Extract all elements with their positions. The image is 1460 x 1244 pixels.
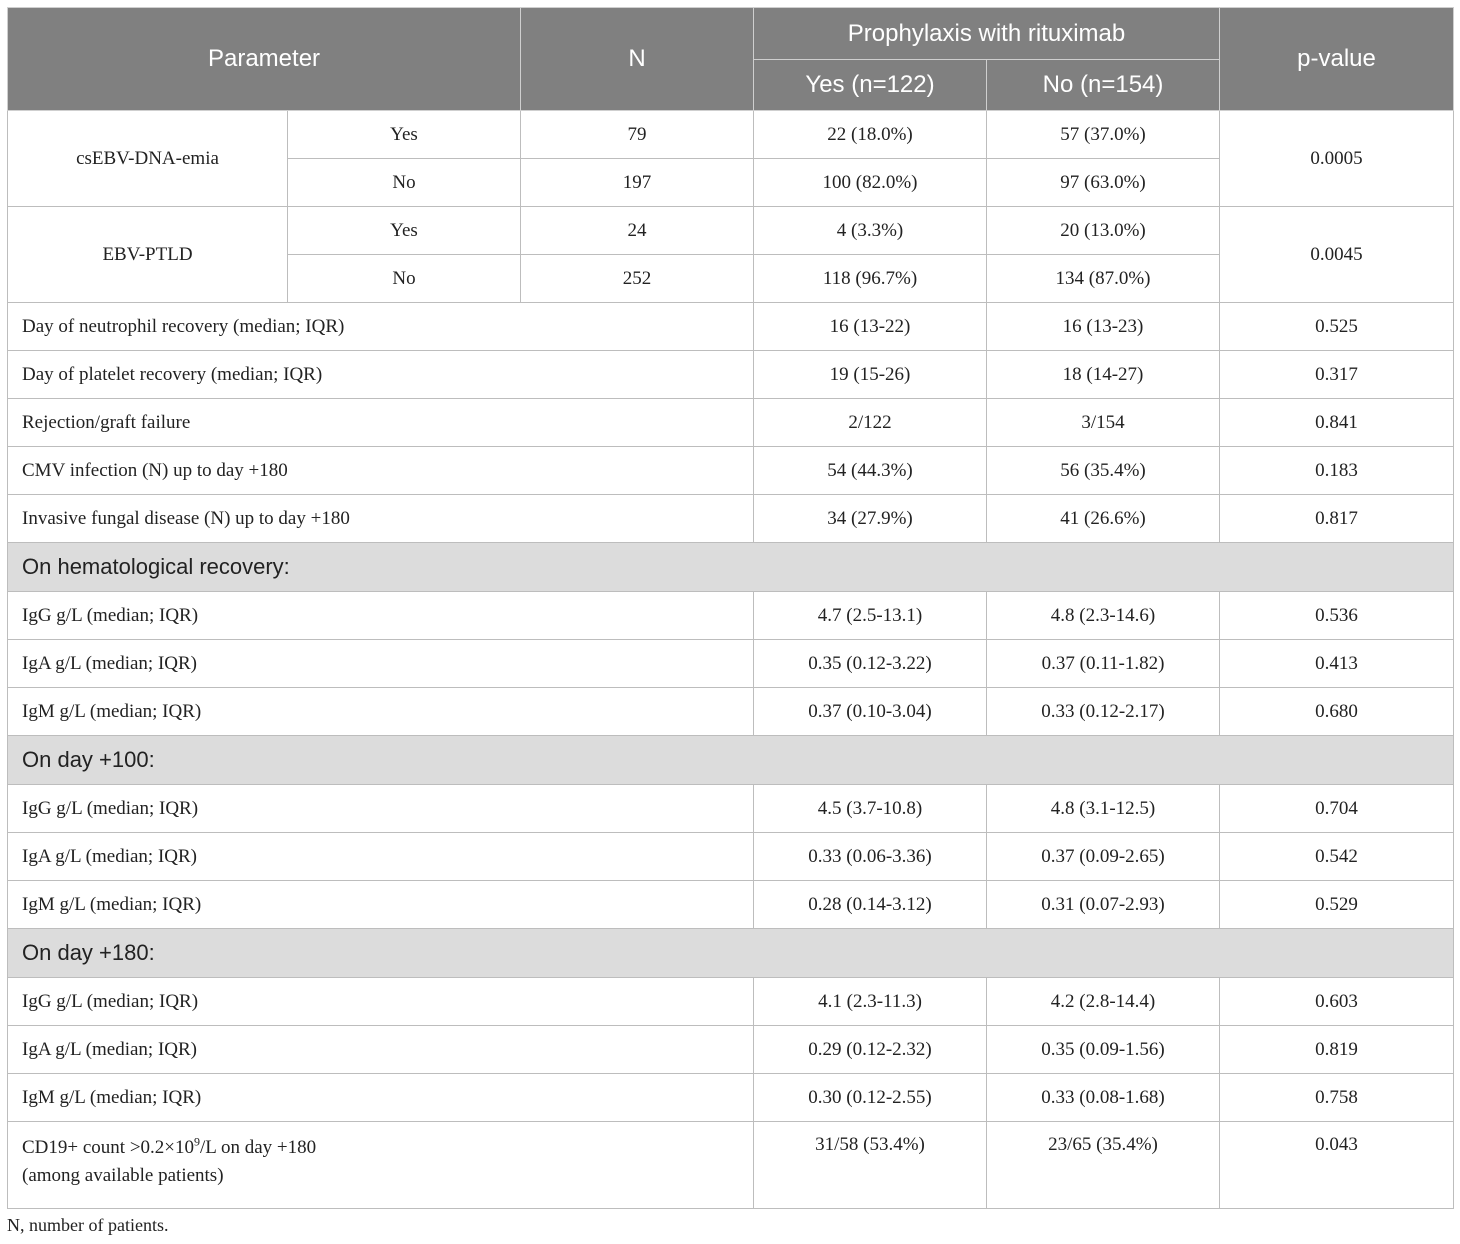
row-label: IgA g/L (median; IQR) — [8, 640, 754, 688]
cell-pvalue: 0.817 — [1220, 495, 1454, 543]
table-row — [8, 1074, 1454, 1122]
results-table — [7, 7, 1454, 1209]
row-label: IgG g/L (median; IQR) — [8, 592, 754, 640]
cell-n: 197 — [521, 159, 754, 207]
row-sublabel: No — [288, 159, 521, 207]
row-label: Rejection/graft failure — [8, 399, 754, 447]
cell-pvalue: 0.536 — [1220, 592, 1454, 640]
cell-pvalue: 0.603 — [1220, 978, 1454, 1026]
cell-no: 41 (26.6%) — [987, 495, 1220, 543]
cell-pvalue: 0.043 — [1220, 1122, 1454, 1209]
table-row — [8, 303, 1454, 351]
cell-pvalue: 0.841 — [1220, 399, 1454, 447]
table-row — [8, 111, 1454, 159]
table-row — [8, 495, 1454, 543]
header-n: N — [521, 8, 754, 111]
table-row — [8, 1122, 1454, 1209]
cell-no: 0.35 (0.09-1.56) — [987, 1026, 1220, 1074]
cell-yes: 4.1 (2.3-11.3) — [754, 978, 987, 1026]
row-label: IgM g/L (median; IQR) — [8, 881, 754, 929]
row-label: Invasive fungal disease (N) up to day +180 — [8, 495, 754, 543]
row-label: IgA g/L (median; IQR) — [8, 833, 754, 881]
section-header-row — [8, 543, 1454, 592]
cell-no: 134 (87.0%) — [987, 255, 1220, 303]
cell-no: 18 (14-27) — [987, 351, 1220, 399]
cd19-label-pre: CD19+ count >0.2×10 — [22, 1137, 195, 1158]
cell-pvalue: 0.819 — [1220, 1026, 1454, 1074]
table-row — [8, 640, 1454, 688]
cell-yes: 0.29 (0.12-2.32) — [754, 1026, 987, 1074]
cell-pvalue: 0.758 — [1220, 1074, 1454, 1122]
table-row — [8, 207, 1454, 255]
cell-no: 0.33 (0.12-2.17) — [987, 688, 1220, 736]
cell-no: 56 (35.4%) — [987, 447, 1220, 495]
cell-pvalue: 0.0045 — [1220, 207, 1454, 303]
cell-no: 0.31 (0.07-2.93) — [987, 881, 1220, 929]
cell-yes: 31/58 (53.4%) — [754, 1122, 987, 1209]
row-label: Day of neutrophil recovery (median; IQR) — [8, 303, 754, 351]
cell-yes: 4 (3.3%) — [754, 207, 987, 255]
row-label-cd19 — [8, 1122, 754, 1209]
cell-no: 0.37 (0.09-2.65) — [987, 833, 1220, 881]
cell-yes: 19 (15-26) — [754, 351, 987, 399]
cell-no: 4.8 (3.1-12.5) — [987, 785, 1220, 833]
cell-yes: 118 (96.7%) — [754, 255, 987, 303]
table-row — [8, 978, 1454, 1026]
cell-no: 3/154 — [987, 399, 1220, 447]
cell-yes: 0.33 (0.06-3.36) — [754, 833, 987, 881]
section-header-row — [8, 736, 1454, 785]
cell-yes: 100 (82.0%) — [754, 159, 987, 207]
row-sublabel: Yes — [288, 111, 521, 159]
header-prophylaxis: Prophylaxis with rituximab — [754, 8, 1220, 60]
cell-pvalue: 0.542 — [1220, 833, 1454, 881]
section-header-row — [8, 929, 1454, 978]
cell-no: 4.2 (2.8-14.4) — [987, 978, 1220, 1026]
row-label: csEBV-DNA-emia — [8, 111, 288, 207]
row-label: IgG g/L (median; IQR) — [8, 978, 754, 1026]
cell-pvalue: 0.529 — [1220, 881, 1454, 929]
cd19-label-post: /L on day +180 — [200, 1137, 317, 1158]
cell-yes: 22 (18.0%) — [754, 111, 987, 159]
section-title: On hematological recovery: — [8, 543, 1454, 592]
header-no: No (n=154) — [987, 60, 1220, 111]
row-label: IgM g/L (median; IQR) — [8, 688, 754, 736]
table-row — [8, 399, 1454, 447]
cell-no: 57 (37.0%) — [987, 111, 1220, 159]
table-footnote: N, number of patients. — [7, 1215, 169, 1235]
cell-n: 252 — [521, 255, 754, 303]
section-title: On day +180: — [8, 929, 1454, 978]
cell-yes: 34 (27.9%) — [754, 495, 987, 543]
cell-n: 79 — [521, 111, 754, 159]
cell-no: 0.37 (0.11-1.82) — [987, 640, 1220, 688]
cell-yes: 0.35 (0.12-3.22) — [754, 640, 987, 688]
row-label: IgG g/L (median; IQR) — [8, 785, 754, 833]
row-label: CMV infection (N) up to day +180 — [8, 447, 754, 495]
row-label: Day of platelet recovery (median; IQR) — [8, 351, 754, 399]
cell-no: 4.8 (2.3-14.6) — [987, 592, 1220, 640]
header-yes: Yes (n=122) — [754, 60, 987, 111]
cell-pvalue: 0.525 — [1220, 303, 1454, 351]
cell-pvalue: 0.317 — [1220, 351, 1454, 399]
cell-no: 16 (13-23) — [987, 303, 1220, 351]
row-label: IgM g/L (median; IQR) — [8, 1074, 754, 1122]
table-row — [8, 881, 1454, 929]
header-pvalue: p-value — [1220, 8, 1454, 111]
cell-pvalue: 0.704 — [1220, 785, 1454, 833]
row-sublabel: Yes — [288, 207, 521, 255]
table-row — [8, 592, 1454, 640]
table-row — [8, 688, 1454, 736]
cell-pvalue: 0.0005 — [1220, 111, 1454, 207]
header-parameter: Parameter — [8, 8, 521, 111]
cell-no: 97 (63.0%) — [987, 159, 1220, 207]
row-sublabel: No — [288, 255, 521, 303]
cell-pvalue: 0.413 — [1220, 640, 1454, 688]
cd19-label-line2: (among available patients) — [22, 1165, 224, 1186]
cell-yes: 4.7 (2.5-13.1) — [754, 592, 987, 640]
cell-yes: 54 (44.3%) — [754, 447, 987, 495]
cd19-label-sup: 9 — [194, 1134, 201, 1149]
cell-yes: 0.28 (0.14-3.12) — [754, 881, 987, 929]
table-row — [8, 447, 1454, 495]
row-label: IgA g/L (median; IQR) — [8, 1026, 754, 1074]
cell-no: 20 (13.0%) — [987, 207, 1220, 255]
cell-no: 23/65 (35.4%) — [987, 1122, 1220, 1209]
table-row — [8, 785, 1454, 833]
cell-yes: 4.5 (3.7-10.8) — [754, 785, 987, 833]
cell-yes: 0.37 (0.10-3.04) — [754, 688, 987, 736]
cell-pvalue: 0.680 — [1220, 688, 1454, 736]
table-row — [8, 351, 1454, 399]
cell-yes: 16 (13-22) — [754, 303, 987, 351]
section-title: On day +100: — [8, 736, 1454, 785]
row-label: EBV-PTLD — [8, 207, 288, 303]
cell-n: 24 — [521, 207, 754, 255]
table-row — [8, 1026, 1454, 1074]
cell-yes: 2/122 — [754, 399, 987, 447]
cell-no: 0.33 (0.08-1.68) — [987, 1074, 1220, 1122]
results-table-container — [7, 7, 1453, 1209]
cell-yes: 0.30 (0.12-2.55) — [754, 1074, 987, 1122]
table-row — [8, 833, 1454, 881]
cell-pvalue: 0.183 — [1220, 447, 1454, 495]
